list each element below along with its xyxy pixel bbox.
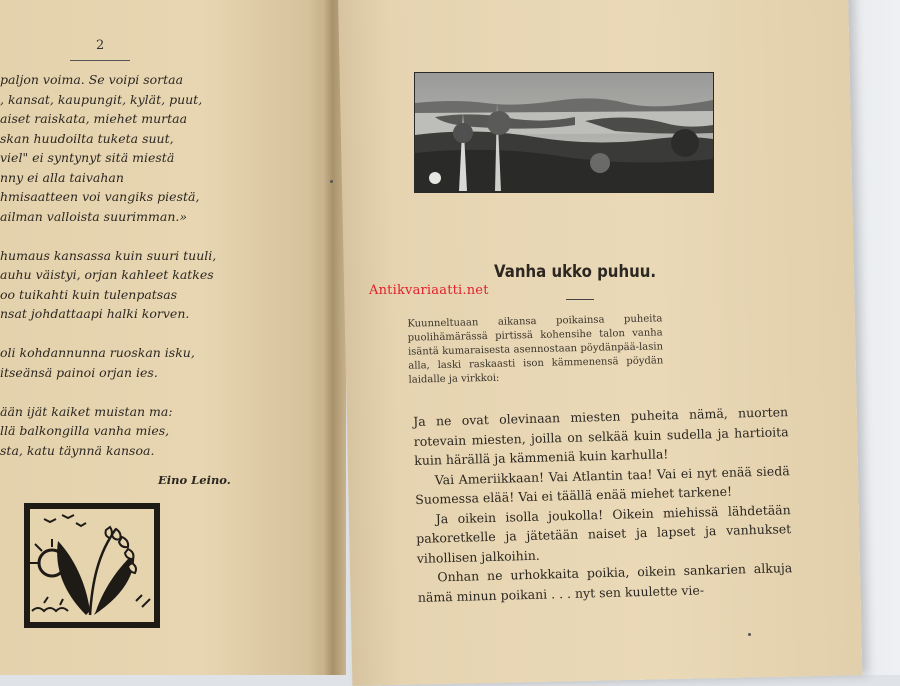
poem-line: skan huudoilta tuketa suut, [0, 130, 174, 146]
poem-line: aiset raiskata, miehet murtaa [0, 111, 188, 126]
article-intro: Kuunneltuaan aikansa poikainsa puheita puolihämärässä pirtissä kohensihe talon vanha isäntä kumaraisesta asennostaan pöydänpää-lasin alla, laski raskaasti ison kämmenensä pöydän laidalle ja virkkoi: [407, 313, 664, 386]
poem-line: oo tuikahti kuin tulenpatsas [0, 286, 178, 302]
watermark: Antikvariaatti.net [369, 283, 489, 298]
poem-line: humaus kansassa kuin suuri tuuli, [0, 247, 217, 263]
poem-line: sta, katu täynnä kansoa. [0, 442, 155, 458]
poem-line [0, 226, 330, 246]
poem-text [0, 70, 330, 460]
lily-of-the-valley-woodcut-icon [24, 503, 160, 628]
poem-line: paljon voima. Se voipi sortaa [0, 72, 184, 87]
poem-line [0, 324, 330, 344]
paragraph: Ja ne ovat olevinaan miesten puheita nämä, nuorten rotevain miesten, joilla on selkää kuin sudella ja hartioita kuin härällä ja kämmeniä kuin karhulla! [413, 404, 789, 468]
poem-line: nsat johdattaapi halki korven. [0, 306, 190, 321]
title-rule [566, 299, 594, 300]
poem-line: ailman valloista suurimman.» [0, 208, 187, 224]
left-page [0, 0, 335, 675]
page-number-rule [70, 60, 130, 61]
paragraph: Onhan ne urhokkaita poikia, oikein sankarien alkuja nämä minun poikani . . . nyt sen kuulette vie- [417, 560, 793, 605]
poem-line: auhu väistyi, orjan kahleet katkes [0, 267, 214, 282]
article-title: Vanha ukko puhuu. [494, 262, 657, 282]
poem-signature: Eino Leino. [158, 473, 231, 487]
poem-line: itseänsä painoi orjan ies. [0, 364, 158, 380]
paper-speck [748, 633, 751, 636]
article-body [413, 402, 793, 607]
poem-line: ään ijät kaiket muistan ma: [0, 403, 173, 419]
poem-line: , kansat, kaupungit, kylät, puut, [0, 91, 203, 107]
poem-line: nny ei alla taivahan [0, 169, 124, 185]
lake-landscape-photo-icon [414, 72, 714, 193]
poem-line: hmisaatteen voi vangiks piestä, [0, 189, 200, 204]
poem-line: llä balkongilla vanha mies, [0, 423, 170, 438]
poem-line: oli kohdannunna ruoskan isku, [0, 345, 195, 360]
poem-line: viel" ei syntynyt sitä miestä [0, 150, 175, 165]
paper-speck [330, 180, 333, 183]
paragraph: Ja oikein isolla joukolla! Oikein miehissä lähdetään pakoretkelle ja jätetään naiset ja lapset ja vanhukset vihollisen jalkoihin. [416, 501, 792, 566]
page-number: 2 [96, 38, 105, 53]
paragraph: Vai Ameriikkaan! Vai Atlantin taa! Vai ei nyt enää siedä Suomessa elää! Vai ei täällä enää miehet tarkene! [415, 462, 790, 507]
poem-line [0, 382, 330, 402]
